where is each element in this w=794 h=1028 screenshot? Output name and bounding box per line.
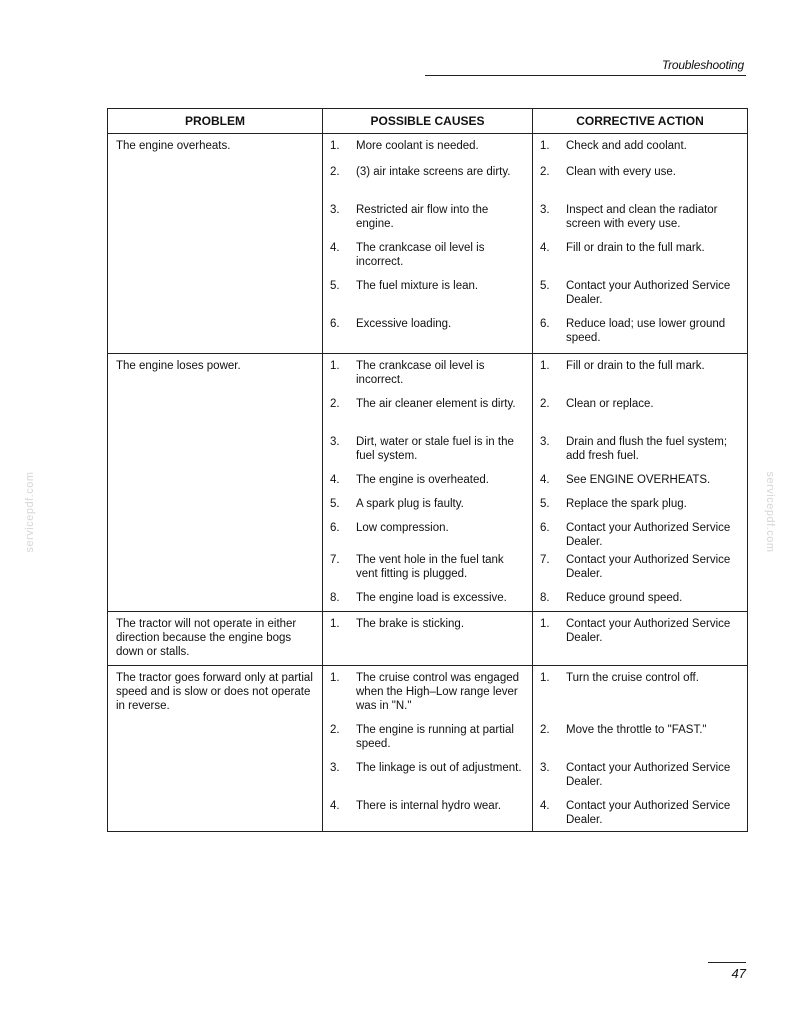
action-item-text: Contact your Authorized Service Dealer. [566,800,731,826]
causes-cell [323,612,533,666]
watermark-right: servicepdf.com [764,471,776,553]
action-item-text: Contact your Authorized Service Dealer. [566,762,731,788]
cause-item-number: 3. [330,436,340,448]
actions-cell [533,134,748,354]
cause-item [330,723,528,761]
cause-item-number: 4. [330,800,340,812]
causes-cell [323,354,533,612]
table-row [108,354,748,612]
action-item-text: Contact your Authorized Service Dealer. [566,522,731,548]
table-body [108,134,748,832]
cause-item-text: The engine is overheated. [356,474,489,486]
action-item-number: 3. [540,762,550,774]
action-item [540,591,743,611]
action-item-text: Replace the spark plug. [566,498,687,510]
actions-cell [533,612,748,666]
cause-item [330,671,528,723]
cause-item-text: There is internal hydro wear. [356,800,502,812]
page-number: 47 [731,966,746,981]
cause-item [330,761,528,799]
cause-item-text: The fuel mixture is lean. [356,280,479,292]
action-item [540,521,743,553]
cause-item-text: The engine load is excessive. [356,592,507,604]
action-item-text: Contact your Authorized Service Dealer. [566,618,731,644]
action-item [540,497,743,521]
cause-item [330,317,528,353]
cause-item [330,279,528,317]
action-item-text: Check and add coolant. [566,140,687,152]
cause-item-number: 1. [330,360,340,372]
cause-item [330,435,528,473]
table-row [108,612,748,666]
cause-item [330,165,528,203]
action-item-text: Move the throttle to "FAST." [566,724,707,736]
cause-item-text: The crankcase oil level is incorrect. [356,360,485,386]
cause-item [330,553,528,591]
cause-item-number: 2. [330,166,340,178]
action-item-number: 8. [540,592,550,604]
action-item [540,617,743,665]
action-item-number: 4. [540,474,550,486]
cause-item-number: 3. [330,204,340,216]
cause-item-number: 5. [330,280,340,292]
cause-item-number: 2. [330,398,340,410]
action-item-text: Fill or drain to the full mark. [566,242,705,254]
action-item-number: 2. [540,166,550,178]
action-item [540,203,743,241]
cause-item [330,241,528,279]
action-item [540,553,743,591]
action-item-text: Drain and flush the fuel system; add fresh fuel. [566,436,728,462]
table-header-row [108,109,748,134]
action-item [540,359,743,397]
action-item-text: Fill or drain to the full mark. [566,360,705,372]
action-item-text: Inspect and clean the radiator screen with every use. [566,204,718,230]
action-item-number: 1. [540,360,550,372]
action-item-number: 3. [540,204,550,216]
action-item-number: 1. [540,618,550,630]
cause-item-text: Dirt, water or stale fuel is in the fuel system. [356,436,514,462]
action-item-text: Contact your Authorized Service Dealer. [566,280,731,306]
cause-item-text: The linkage is out of adjustment. [356,762,522,774]
cause-item-text: More coolant is needed. [356,140,479,152]
cause-item [330,203,528,241]
action-item [540,473,743,497]
problem-text: The tractor will not operate in either direction because the engine bogs down or stalls. [116,618,297,658]
cause-item [330,799,528,831]
action-item [540,165,743,203]
column-header-possible-causes: POSSIBLE CAUSES [323,109,533,134]
action-item-number: 1. [540,672,550,684]
cause-item-number: 6. [330,522,340,534]
cause-item [330,497,528,521]
cause-item [330,397,528,435]
action-item [540,279,743,317]
action-item-text: Clean or replace. [566,398,654,410]
action-item-number: 1. [540,140,550,152]
action-item [540,799,743,831]
cause-item-number: 1. [330,672,340,684]
section-title: Troubleshooting [661,58,744,72]
cause-item-text: The cruise control was engaged when the High–Low range lever was in "N." [356,672,520,712]
action-item [540,723,743,761]
problem-cell [108,666,323,832]
cause-item [330,359,528,397]
troubleshooting-table [107,108,748,832]
cause-item [330,473,528,497]
cause-item-number: 4. [330,242,340,254]
cause-item-text: The crankcase oil level is incorrect. [356,242,485,268]
action-item [540,397,743,435]
actions-cell [533,354,748,612]
cause-item-text: Low compression. [356,522,449,534]
cause-item-number: 2. [330,724,340,736]
problem-text: The engine overheats. [116,140,231,152]
action-item [540,139,743,165]
action-item-number: 7. [540,554,550,566]
action-item-number: 5. [540,498,550,510]
action-item-number: 6. [540,522,550,534]
cause-item-text: Excessive loading. [356,318,452,330]
action-item-text: Contact your Authorized Service Dealer. [566,554,731,580]
cause-item-number: 8. [330,592,340,604]
actions-cell [533,666,748,832]
cause-item [330,521,528,553]
action-item-number: 3. [540,436,550,448]
action-item-text: Clean with every use. [566,166,676,178]
cause-item [330,139,528,165]
action-item-text: Turn the cruise control off. [566,672,699,684]
action-item [540,435,743,473]
action-item [540,761,743,799]
action-item-number: 2. [540,398,550,410]
cause-item-number: 3. [330,762,340,774]
cause-item-number: 1. [330,140,340,152]
cause-item-text: (3) air intake screens are dirty. [356,166,511,178]
header-rule [425,75,746,76]
action-item-number: 2. [540,724,550,736]
cause-item-number: 4. [330,474,340,486]
column-header-corrective-action: CORRECTIVE ACTION [533,109,748,134]
cause-item-text: The air cleaner element is dirty. [356,398,516,410]
action-item-number: 6. [540,318,550,330]
column-header-problem: PROBLEM [108,109,323,134]
table-row [108,134,748,354]
cause-item [330,617,528,665]
cause-item-text: The brake is sticking. [356,618,465,630]
problem-cell [108,354,323,612]
cause-item-text: Restricted air flow into the engine. [356,204,489,230]
cause-item-text: The engine is running at partial speed. [356,724,514,750]
causes-cell [323,134,533,354]
action-item [540,671,743,723]
cause-item-number: 7. [330,554,340,566]
problem-text: The tractor goes forward only at partial speed and is slow or does not operate in reverse. [116,672,313,712]
cause-item-text: The vent hole in the fuel tank vent fitting is plugged. [356,554,504,580]
action-item-text: Reduce load; use lower ground speed. [566,318,726,344]
cause-item-text: A spark plug is faulty. [356,498,464,510]
cause-item [330,591,528,611]
cause-item-number: 1. [330,618,340,630]
action-item-number: 4. [540,242,550,254]
problem-cell [108,134,323,354]
action-item-number: 5. [540,280,550,292]
problem-cell [108,612,323,666]
action-item [540,241,743,279]
action-item-text: See ENGINE OVERHEATS. [566,474,711,486]
watermark-left: servicepdf.com [24,471,36,553]
problem-text: The engine loses power. [116,360,241,372]
cause-item-number: 5. [330,498,340,510]
action-item-text: Reduce ground speed. [566,592,683,604]
action-item-number: 4. [540,800,550,812]
cause-item-number: 6. [330,318,340,330]
table-row [108,666,748,832]
causes-cell [323,666,533,832]
action-item [540,317,743,353]
footer-rule [708,962,746,963]
